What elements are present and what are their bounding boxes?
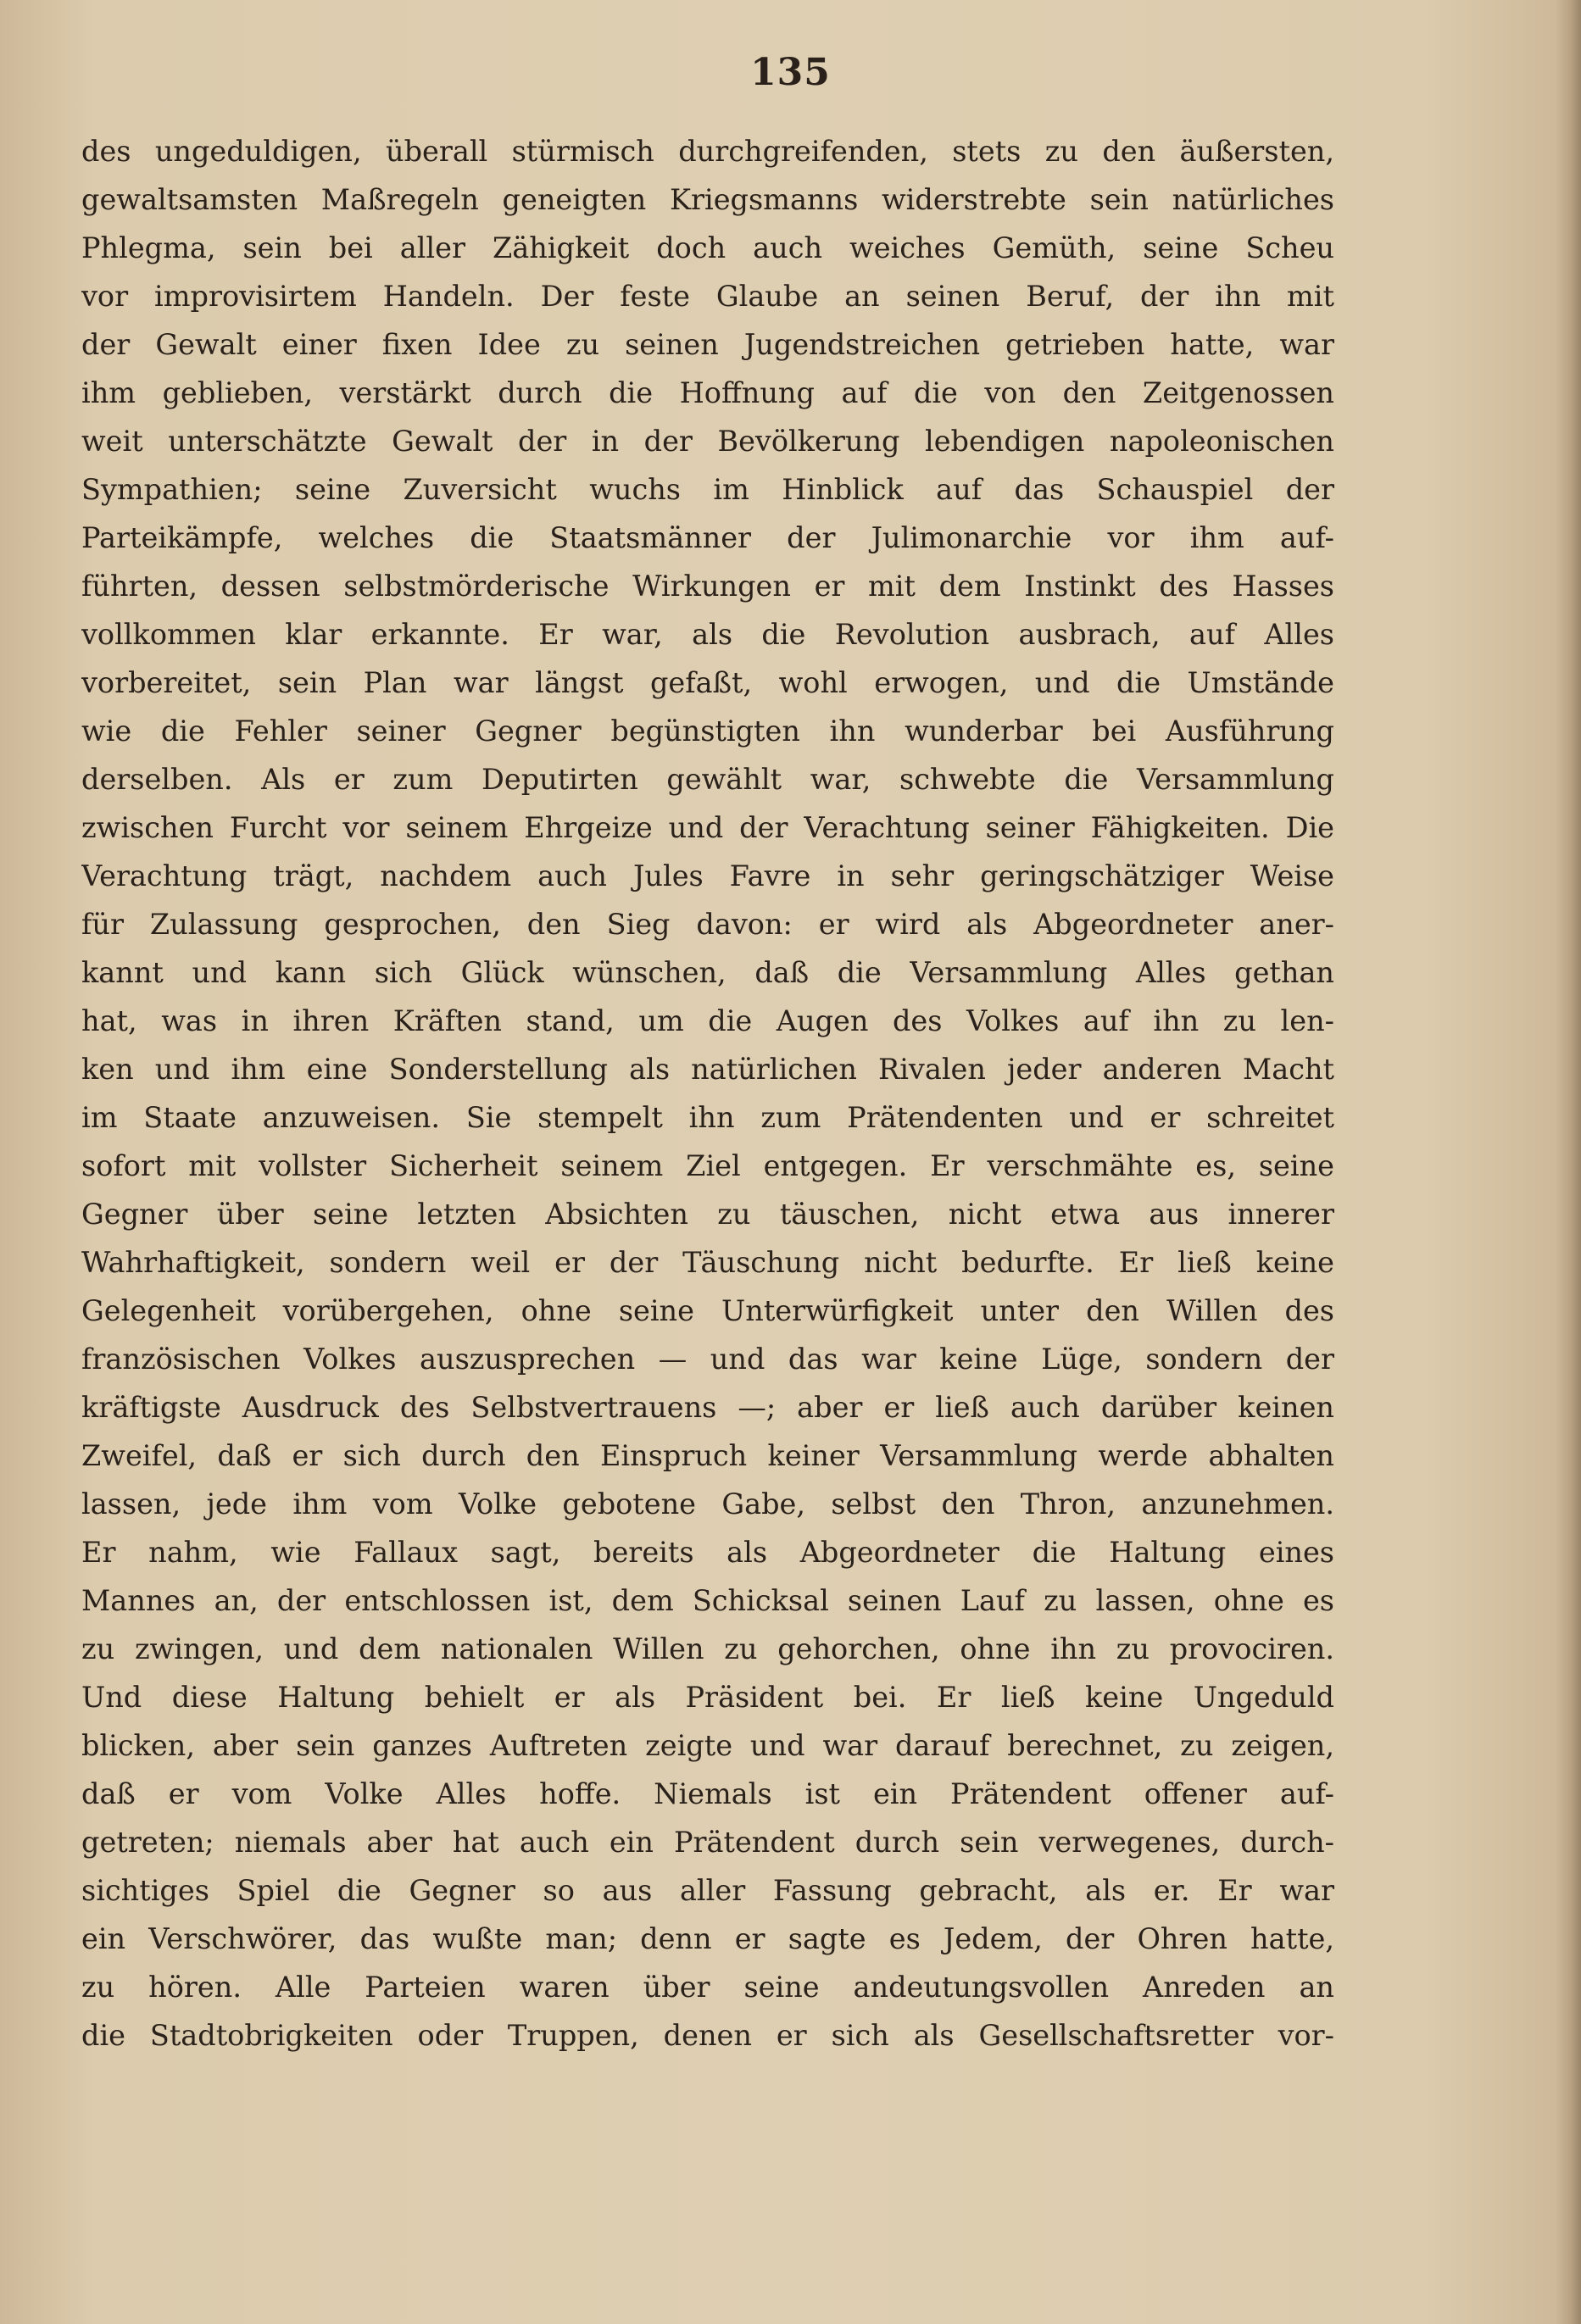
text-line: Zweifel, daß er sich durch den Einspruch keiner Versammlung werde abhalten xyxy=(81,1439,1334,1472)
body-text xyxy=(81,127,1334,2060)
text-line: im Staate anzuweisen. Sie stempelt ihn zum Prätendenten und er schreitet xyxy=(81,1101,1334,1134)
text-line: derselben. Als er zum Deputirten gewählt war, schwebte die Versammlung xyxy=(81,763,1334,796)
text-line: die Stadtobrigkeiten oder Truppen, denen er sich als Gesellschaftsretter vor- xyxy=(81,2019,1334,2052)
text-line: Er nahm, wie Fallaux sagt, bereits als Abgeordneter die Haltung eines xyxy=(81,1536,1334,1569)
text-line: Sympathien; seine Zuversicht wuchs im Hinblick auf das Schauspiel der xyxy=(81,473,1334,506)
text-line: der Gewalt einer fixen Idee zu seinen Jugendstreichen getrieben hatte, war xyxy=(81,328,1334,361)
text-line: kannt und kann sich Glück wünschen, daß die Versammlung Alles gethan xyxy=(81,956,1334,989)
text-line: des ungeduldigen, überall stürmisch durchgreifenden, stets zu den äußersten, xyxy=(81,135,1334,168)
text-line: getreten; niemals aber hat auch ein Prätendent durch sein verwegenes, durch- xyxy=(81,1826,1334,1859)
text-line: Parteikämpfe, welches die Staatsmänner der Julimonarchie vor ihm auf- xyxy=(81,521,1334,554)
text-line: ein Verschwörer, das wußte man; denn er sagte es Jedem, der Ohren hatte, xyxy=(81,1922,1334,1955)
page-edge-shadow xyxy=(1556,0,1581,2324)
text-line: zu zwingen, und dem nationalen Willen zu gehorchen, ohne ihn zu provociren. xyxy=(81,1632,1334,1665)
text-line: zu hören. Alle Parteien waren über seine andeutungsvollen Anreden an xyxy=(81,1971,1334,2004)
text-line: für Zulassung gesprochen, den Sieg davon: er wird als Abgeordneter aner- xyxy=(81,908,1334,941)
text-line: sofort mit vollster Sicherheit seinem Ziel entgegen. Er verschmähte es, seine xyxy=(81,1149,1334,1182)
text-line: vor improvisirtem Handeln. Der feste Glaube an seinen Beruf, der ihn mit xyxy=(81,280,1334,313)
text-line: wie die Fehler seiner Gegner begünstigten ihn wunderbar bei Ausführung xyxy=(81,714,1334,748)
text-line: Gelegenheit vorübergehen, ohne seine Unterwürfigkeit unter den Willen des xyxy=(81,1294,1334,1327)
text-line: gewaltsamsten Maßregeln geneigten Kriegsmanns widerstrebte sein natürliches xyxy=(81,183,1334,216)
text-line: Wahrhaftigkeit, sondern weil er der Täuschung nicht bedurfte. Er ließ keine xyxy=(81,1246,1334,1279)
text-line: weit unterschätzte Gewalt der in der Bevölkerung lebendigen napoleonischen xyxy=(81,425,1334,458)
text-line: lassen, jede ihm vom Volke gebotene Gabe, selbst den Thron, anzunehmen. xyxy=(81,1487,1334,1521)
text-line: Und diese Haltung behielt er als Präsident bei. Er ließ keine Ungeduld xyxy=(81,1681,1334,1714)
text-line: ihm geblieben, verstärkt durch die Hoffnung auf die von den Zeitgenossen xyxy=(81,376,1334,409)
text-line: hat, was in ihren Kräften stand, um die Augen des Volkes auf ihn zu len- xyxy=(81,1004,1334,1037)
text-line: Phlegma, sein bei aller Zähigkeit doch auch weiches Gemüth, seine Scheu xyxy=(81,231,1334,264)
text-line: Gegner über seine letzten Absichten zu täuschen, nicht etwa aus innerer xyxy=(81,1198,1334,1231)
text-line: zwischen Furcht vor seinem Ehrgeize und der Verachtung seiner Fähigkeiten. Die xyxy=(81,811,1334,844)
text-line: ken und ihm eine Sonderstellung als natürlichen Rivalen jeder anderen Macht xyxy=(81,1053,1334,1086)
text-line: daß er vom Volke Alles hoffe. Niemals ist ein Prätendent offener auf- xyxy=(81,1777,1334,1810)
page-number: 135 xyxy=(750,51,831,94)
text-line: Mannes an, der entschlossen ist, dem Schicksal seinen Lauf zu lassen, ohne es xyxy=(81,1584,1334,1617)
text-line: kräftigste Ausdruck des Selbstvertrauens —; aber er ließ auch darüber keinen xyxy=(81,1391,1334,1424)
text-line: sichtiges Spiel die Gegner so aus aller Fassung gebracht, als er. Er war xyxy=(81,1874,1334,1907)
text-line: vorbereitet, sein Plan war längst gefaßt, wohl erwogen, und die Umstände xyxy=(81,666,1334,699)
text-line: blicken, aber sein ganzes Auftreten zeigte und war darauf berechnet, zu zeigen, xyxy=(81,1729,1334,1762)
text-line: vollkommen klar erkannte. Er war, als die Revolution ausbrach, auf Alles xyxy=(81,618,1334,651)
text-line: Verachtung trägt, nachdem auch Jules Favre in sehr geringschätziger Weise xyxy=(81,859,1334,892)
text-line: französischen Volkes auszusprechen — und das war keine Lüge, sondern der xyxy=(81,1343,1334,1376)
text-line: führten, dessen selbstmörderische Wirkungen er mit dem Instinkt des Hasses xyxy=(81,570,1334,603)
